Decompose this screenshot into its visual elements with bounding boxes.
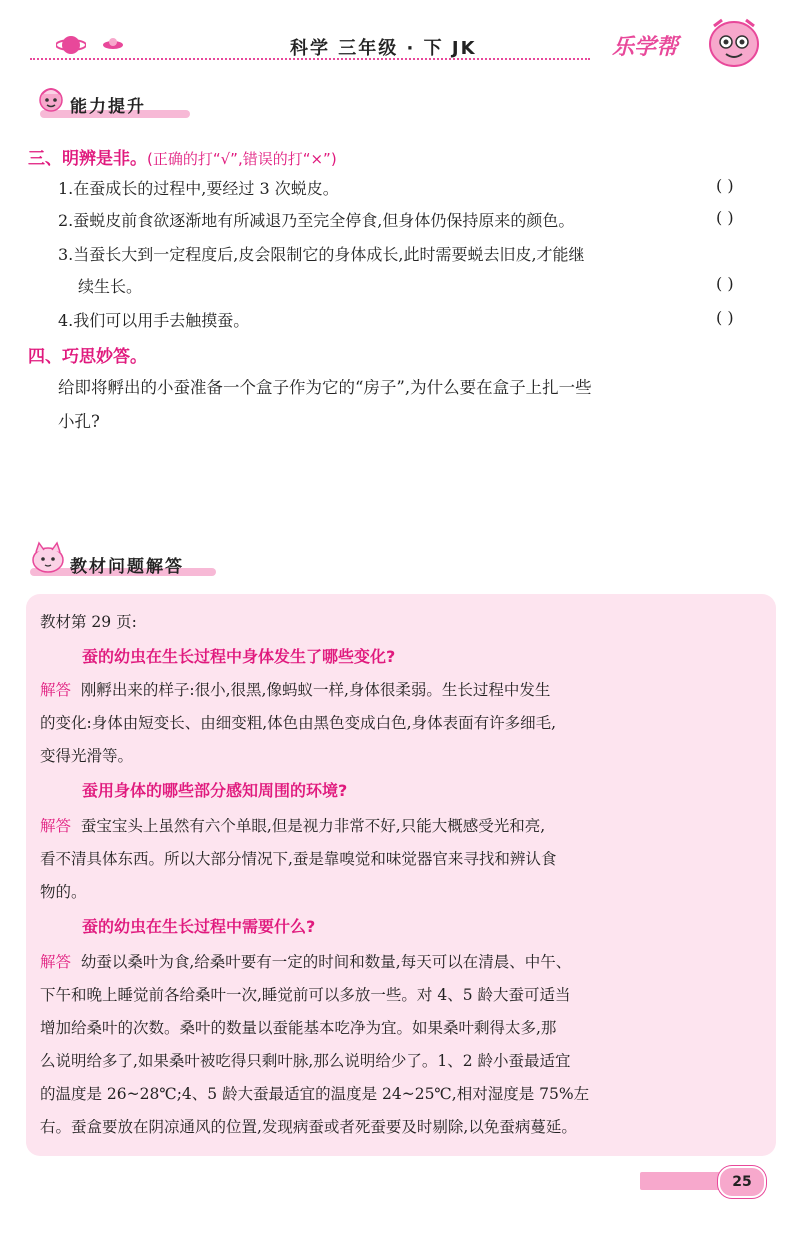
q3-title: 三、明辨是非。 [28, 149, 147, 169]
qa3-line-5: 的温度是 26~28℃;4、5 龄大蚕最适宜的温度是 24~25℃,相对湿度是 75%左 [40, 1085, 590, 1103]
q4-line-1: 给即将孵出的小蚕准备一个盒子作为它的“房子”,为什么要在盒子上扎一些 [58, 378, 592, 397]
girl-icon [36, 84, 66, 116]
cat-icon [30, 540, 66, 574]
qa2-line-2: 看不清具体东西。所以大部分情况下,蚕是靠嗅觉和味觉器官来寻找和辨认食 [40, 850, 557, 868]
qa1-line-2: 的变化:身体由短变长、由细变粗,体色由黑色变成白色,身体表面有许多细毛, [40, 714, 557, 732]
qa1-line-1 [40, 678, 550, 700]
qa1-line-3: 变得光滑等。 [40, 747, 134, 765]
q3-item-3-cont: 续生长。 [78, 277, 143, 296]
qa1-question: 蚕的幼虫在生长过程中身体发生了哪些变化? [82, 647, 396, 666]
qa2-line-3: 物的。 [40, 883, 87, 901]
answer-label: 解答 [40, 681, 72, 699]
qa2-question: 蚕用身体的哪些部分感知周围的环境? [82, 781, 348, 800]
answer-blank-4[interactable]: ( ) [716, 308, 734, 327]
answer-blank-3[interactable]: ( ) [716, 274, 734, 293]
q3-item-3: 3.当蚕长大到一定程度后,皮会限制它的身体成长,此时需要蜕去旧皮,才能继 [58, 245, 585, 264]
qa1-text-1: 刚孵出来的样子:很小,很黑,像蚂蚁一样,身体很柔弱。生长过程中发生 [80, 681, 551, 699]
qa2-text-1: 蚕宝宝头上虽然有六个单眼,但是视力非常不好,只能大概感受光和亮, [80, 817, 546, 835]
q3-item-1: 1.在蚕成长的过程中,要经过 3 次蜕皮。 [58, 179, 339, 198]
q3-heading [28, 144, 337, 169]
answer-label: 解答 [40, 817, 72, 835]
answer-blank-1[interactable]: ( ) [716, 176, 734, 195]
mascot-icon [704, 14, 764, 70]
ufo-icon [102, 36, 124, 50]
qa3-line-2: 下午和晚上睡觉前各给桑叶一次,睡觉前可以多放一些。对 4、5 龄大蚕可适当 [40, 986, 571, 1004]
answer-blank-2[interactable]: ( ) [716, 208, 734, 227]
planet-icon [56, 30, 86, 60]
qa3-line-4: 么说明给多了,如果桑叶被吃得只剩叶脉,那么说明给少了。1、2 龄小蚕最适宜 [40, 1052, 571, 1070]
qa3-line-3: 增加给桑叶的次数。桑叶的数量以蚕能基本吃净为宜。如果桑叶剩得太多,那 [40, 1019, 557, 1037]
answer-label: 解答 [40, 953, 72, 971]
section-title-textbook: 教材问题解答 [70, 557, 184, 577]
page-reference: 教材第 29 页: [40, 613, 137, 631]
q4-line-2: 小孔? [58, 412, 100, 431]
q4-heading: 四、巧思妙答。 [28, 347, 147, 367]
q3-note: (正确的打“√”,错误的打“×”) [147, 150, 337, 168]
qa2-line-1 [40, 814, 545, 836]
section-title-ability: 能力提升 [70, 97, 146, 117]
qa3-question: 蚕的幼虫在生长过程中需要什么? [82, 917, 316, 936]
page-number: 25 [718, 1166, 766, 1198]
header-title: 科学 三年级 · 下 JK [290, 38, 477, 59]
q3-item-2: 2.蚕蜕皮前食欲逐渐地有所减退乃至完全停食,但身体仍保持原来的颜色。 [58, 211, 575, 230]
q3-item-4: 4.我们可以用手去触摸蚕。 [58, 311, 250, 330]
brand-logo: 乐学帮 [612, 35, 679, 60]
qa3-text-1: 幼蚕以桑叶为食,给桑叶要有一定的时间和数量,每天可以在清晨、中午、 [80, 953, 572, 971]
qa3-line-6: 右。蚕盒要放在阴凉通风的位置,发现病蚕或者死蚕要及时剔除,以免蚕病蔓延。 [40, 1118, 577, 1136]
page-header [0, 0, 800, 80]
qa3-line-1 [40, 950, 571, 972]
